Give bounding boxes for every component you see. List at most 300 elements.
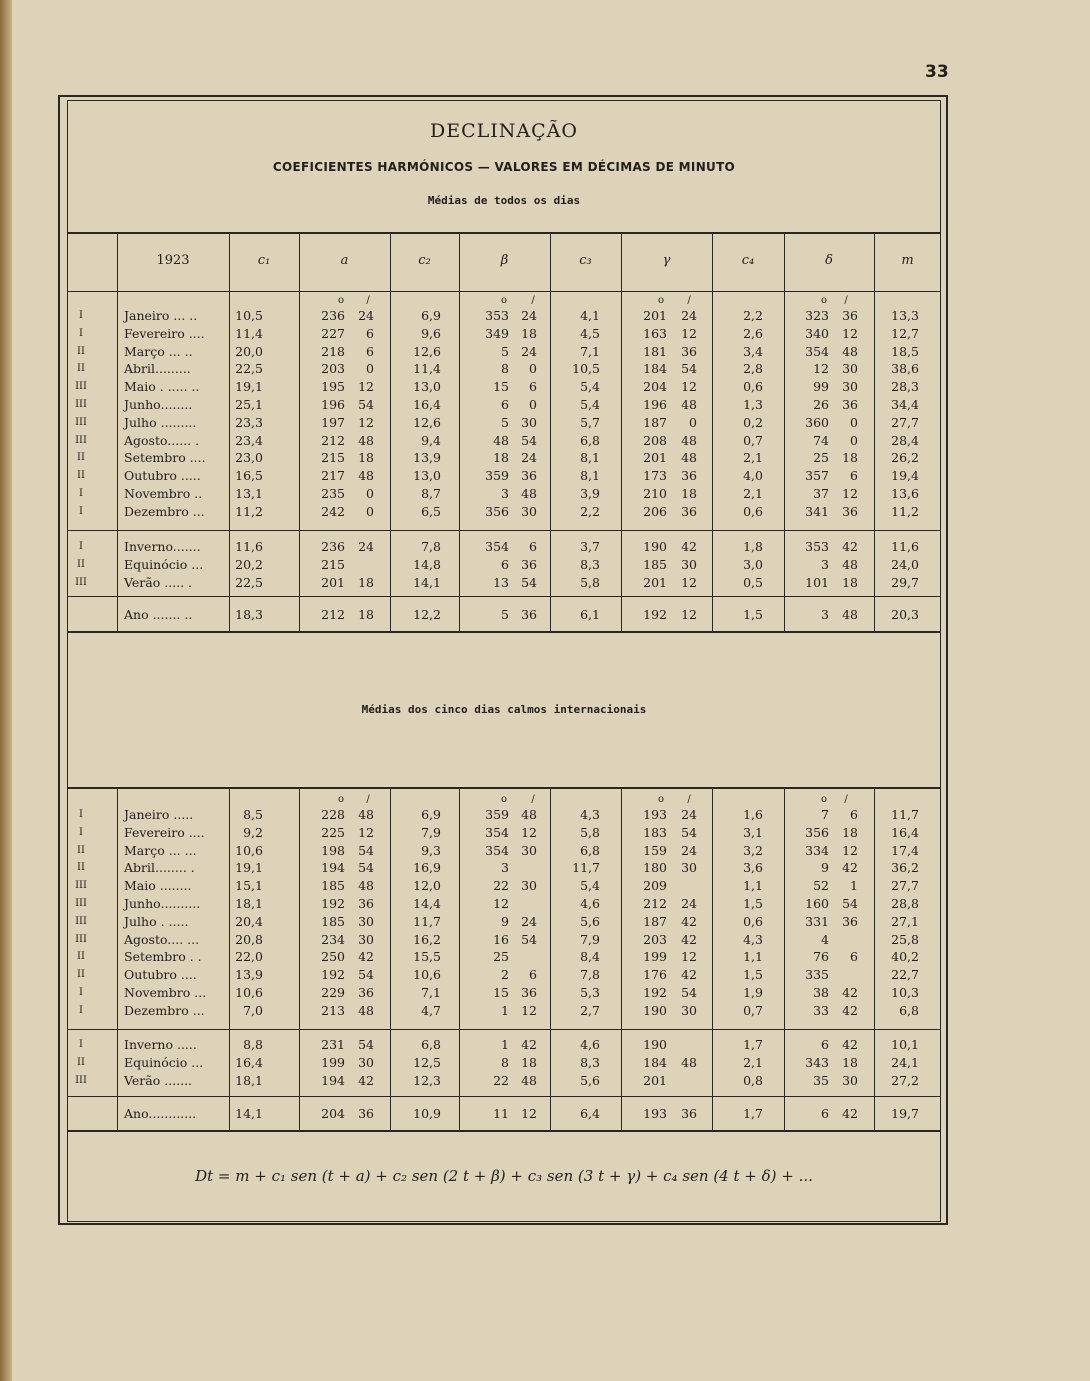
- table2-month-row-4-d-deg: 9: [821, 860, 829, 876]
- harmonic-formula: Dt = m + c₁ sen (t + a) + c₂ sen (2 t + β) + c₃ sen (3 t + γ) + c₄ sen (4 t + δ) + ...: [195, 1167, 813, 1185]
- table1-month-row-8-b-min: 54: [521, 432, 537, 448]
- table1-month-row-8-c2: 9,4: [421, 432, 441, 448]
- table2-season-row-2-g-deg: 184: [643, 1054, 667, 1070]
- table2-season-row-3-d-deg: 35: [813, 1072, 829, 1088]
- table2-month-row-2-c2: 7,9: [421, 824, 441, 840]
- table2-month-row-1-b-min: 48: [521, 807, 537, 822]
- table1-month-row-2-d-min: 12: [842, 325, 858, 341]
- table1-month-row-4-a-deg: 203: [321, 361, 345, 377]
- table1-season-row-1-d-deg: 353: [805, 539, 829, 554]
- table1-month-row-5-label: Maio . ..... ..: [124, 379, 200, 395]
- table2-month-row-6-d-min: 54: [842, 896, 858, 911]
- table2-season-row-2-d-min: 18: [842, 1054, 858, 1070]
- table2-month-row-5-m: 27,7: [891, 878, 919, 894]
- table1-month-row-5-roman-numeral: III: [75, 381, 87, 393]
- table2-season-row-2-roman-numeral: II: [77, 1056, 85, 1068]
- table1-month-row-3-g-deg: 181: [643, 343, 667, 359]
- table2-month-row-12-a-deg: 213: [321, 1002, 345, 1018]
- table1-month-row-7-m: 27,7: [891, 414, 919, 430]
- table2-month-row-6-g-deg: 212: [643, 896, 667, 911]
- table2-month-row-6-a-min: 36: [358, 896, 374, 911]
- table1-month-row-9-g-deg: 201: [643, 450, 667, 466]
- table2-month-row-12-g-min: 30: [681, 1002, 697, 1018]
- table1-month-row-8-g-deg: 208: [643, 432, 667, 448]
- table2-month-row-4-a-deg: 194: [321, 860, 345, 876]
- table2-month-row-8-c1: 20,8: [235, 931, 263, 947]
- table1-month-row-8-g-min: 48: [681, 432, 697, 448]
- table2-month-row-10-a-deg: 192: [321, 967, 345, 983]
- table2-month-row-8-roman-numeral: III: [75, 933, 87, 945]
- table1-month-row-10-d-deg: 357: [805, 468, 829, 484]
- table1-month-row-5-b-min: 6: [529, 379, 537, 395]
- table2-month-row-11-g-deg: 192: [643, 985, 667, 1000]
- table1-season-row-2-c3: 8,3: [580, 556, 600, 572]
- table1-month-row-8-roman-numeral: III: [75, 434, 87, 446]
- table2-month-row-2-roman-numeral: I: [79, 826, 83, 838]
- table1-season-row-3-d-deg: 101: [805, 574, 829, 590]
- table2-month-row-8-m: 25,8: [891, 931, 919, 947]
- table1-month-row-12-a-deg: 242: [321, 503, 345, 519]
- table2-season-row-2-c4: 2,1: [743, 1054, 763, 1070]
- table1-top-rule: [67, 232, 941, 234]
- table1-month-row-1-c3: 4,1: [580, 308, 600, 323]
- table1-month-row-1-b-min: 24: [521, 308, 537, 323]
- table1-header-m: m: [901, 253, 914, 268]
- table1-header-d: δ: [825, 253, 833, 268]
- table1-month-row-7-c4: 0,2: [743, 414, 763, 430]
- table1-month-row-2-g-deg: 163: [643, 325, 667, 341]
- table2-season-row-2-label: Equinócio ...: [124, 1054, 204, 1070]
- table2-month-row-10-label: Outubro ....: [124, 967, 197, 983]
- table2-month-row-4-g-min: 30: [681, 860, 697, 876]
- table1-month-row-9-g-min: 48: [681, 450, 697, 466]
- table1-month-row-10-g-min: 36: [681, 468, 697, 484]
- table2-season-row-3-m: 27,2: [891, 1072, 919, 1088]
- table1-a-minute-symbol: /: [366, 295, 370, 306]
- table1-month-row-6-c3: 5,4: [580, 397, 600, 412]
- table1-header-b: β: [500, 253, 509, 268]
- table1-month-row-4-c2: 11,4: [413, 361, 441, 377]
- table1-month-row-1-a-deg: 236: [321, 308, 345, 323]
- table2-month-row-7-g-deg: 187: [643, 913, 667, 929]
- table2-month-row-6-d-deg: 160: [805, 896, 829, 911]
- table1-season-row-3-c1: 22,5: [235, 574, 263, 590]
- table1-month-row-9-c3: 8,1: [580, 450, 600, 466]
- table1-month-row-8-m: 28,4: [891, 432, 919, 448]
- table1-month-row-6-c4: 1,3: [743, 397, 763, 412]
- table1-month-row-5-g-min: 12: [681, 379, 697, 395]
- table2-month-row-4-g-deg: 180: [643, 860, 667, 876]
- table2-month-row-3-a-min: 54: [358, 842, 374, 858]
- table2-month-row-12-a-min: 48: [358, 1002, 374, 1018]
- table2-month-row-3-g-deg: 159: [643, 842, 667, 858]
- table1-month-row-11-b-deg: 3: [501, 486, 509, 501]
- table1-season-row-3-label: Verão ..... .: [124, 574, 193, 590]
- table2-season-row-2-b-deg: 8: [501, 1054, 509, 1070]
- table2-year-row-c4: 1,7: [743, 1106, 763, 1121]
- table2-month-row-5-c1: 15,1: [235, 878, 263, 894]
- table1-month-row-4-a-min: 0: [366, 361, 374, 377]
- table1-month-row-5-d-min: 30: [842, 379, 858, 395]
- table1-month-row-1-c4: 2,2: [743, 308, 763, 323]
- table2-month-row-10-c2: 10,6: [413, 967, 441, 983]
- table2-month-row-5-a-min: 48: [358, 878, 374, 894]
- table2-month-row-9-g-min: 12: [681, 949, 697, 965]
- table2-month-row-1-roman-numeral: I: [79, 809, 83, 820]
- table1-month-row-12-g-min: 36: [681, 503, 697, 519]
- table2-month-row-1-d-deg: 7: [821, 807, 829, 822]
- table2-month-row-10-b-deg: 2: [501, 967, 509, 983]
- table2-month-row-8-a-deg: 234: [321, 931, 345, 947]
- table2-a-minute-symbol: /: [366, 794, 370, 805]
- table1-season-row-2-d-min: 48: [842, 556, 858, 572]
- table1-month-row-5-c2: 13,0: [413, 379, 441, 395]
- table1-season-row-3-c2: 14,1: [413, 574, 441, 590]
- table2-month-row-8-a-min: 30: [358, 931, 374, 947]
- table2-column-rule-4: [390, 787, 391, 1130]
- table1-month-row-4-label: Abril.........: [124, 361, 191, 377]
- table1-month-row-10-c4: 4,0: [743, 468, 763, 484]
- table1-season-row-3-b-deg: 13: [493, 574, 509, 590]
- table1-month-row-5-m: 28,3: [891, 379, 919, 395]
- table1-season-row-1-label: Inverno.......: [124, 539, 201, 554]
- table2-season-row-1-label: Inverno .....: [124, 1037, 197, 1052]
- table1-month-row-5-c3: 5,4: [580, 379, 600, 395]
- table1-month-row-4-g-min: 54: [681, 361, 697, 377]
- table2-season-row-1-g-deg: 190: [643, 1037, 667, 1052]
- table1-header-c1: c₁: [257, 253, 271, 268]
- table2-month-row-4-c2: 16,9: [413, 860, 441, 876]
- table2-month-row-12-d-deg: 33: [813, 1002, 829, 1018]
- table1-month-row-4-c1: 22,5: [235, 361, 263, 377]
- table1-month-row-3-c4: 3,4: [743, 343, 763, 359]
- table2-season-row-2-a-min: 30: [358, 1054, 374, 1070]
- table1-month-row-7-label: Julho .........: [124, 414, 197, 430]
- table1-month-row-4-b-deg: 8: [501, 361, 509, 377]
- table2-season-row-2-d-deg: 343: [805, 1054, 829, 1070]
- table2-month-row-3-c4: 3,2: [743, 842, 763, 858]
- table2-month-row-1-m: 11,7: [891, 807, 919, 822]
- table1-month-row-2-b-deg: 349: [485, 325, 509, 341]
- table1-season-row-2-c2: 14,8: [413, 556, 441, 572]
- table1-month-row-4-b-min: 0: [529, 361, 537, 377]
- table1-month-row-3-b-deg: 5: [501, 343, 509, 359]
- table1-header-g: γ: [662, 253, 671, 268]
- table2-year-row-g-deg: 193: [643, 1106, 667, 1121]
- table1-column-rule-10: [874, 232, 875, 631]
- table2-column-rule-10: [874, 787, 875, 1130]
- table2-season-row-1-a-deg: 231: [321, 1037, 345, 1052]
- table2-month-row-5-d-min: 1: [850, 878, 858, 894]
- table2-month-row-12-b-min: 12: [521, 1002, 537, 1018]
- table1-month-row-11-c2: 8,7: [421, 486, 441, 501]
- table2-month-row-12-c1: 7,0: [243, 1002, 263, 1018]
- table1-season-row-1-c1: 11,6: [235, 539, 263, 554]
- table2-year-row-label: Ano............: [124, 1106, 197, 1121]
- table2-season-row-3-d-min: 30: [842, 1072, 858, 1088]
- table2-month-row-6-c2: 14,4: [413, 896, 441, 911]
- table1-year-row-c3: 6,1: [580, 607, 600, 622]
- table1-month-row-4-roman-numeral: II: [77, 363, 85, 375]
- table1-month-row-11-label: Novembro ..: [124, 486, 203, 501]
- table2-month-row-10-c1: 13,9: [235, 967, 263, 983]
- table1-season-row-3-a-deg: 201: [321, 574, 345, 590]
- table2-month-row-2-d-deg: 356: [805, 824, 829, 840]
- table1-season-row-2-label: Equinócio ...: [124, 556, 204, 572]
- table2-month-row-8-c2: 16,2: [413, 931, 441, 947]
- table1-month-row-7-b-min: 30: [521, 414, 537, 430]
- table2-month-row-10-a-min: 54: [358, 967, 374, 983]
- table2-month-row-11-c2: 7,1: [421, 985, 441, 1000]
- table2-season-row-2-a-deg: 199: [321, 1054, 345, 1070]
- table1-month-row-1-d-deg: 323: [805, 308, 829, 323]
- table2-month-row-9-c4: 1,1: [743, 949, 763, 965]
- table2-month-row-5-b-deg: 22: [493, 878, 509, 894]
- table2-month-row-8-b-deg: 16: [493, 931, 509, 947]
- table2-month-row-11-label: Novembro ...: [124, 985, 207, 1000]
- book-spine-edge: [0, 0, 12, 1381]
- table1-season-row-1-a-min: 24: [358, 539, 374, 554]
- table1-month-row-11-c1: 13,1: [235, 486, 263, 501]
- table1-month-row-8-d-min: 0: [850, 432, 858, 448]
- table1-column-rule-6: [550, 232, 551, 631]
- table1-column-rule-1: [117, 232, 118, 631]
- table1-season-row-2-c4: 3,0: [743, 556, 763, 572]
- table1-month-row-8-d-deg: 74: [813, 432, 829, 448]
- table1-month-row-11-g-min: 18: [681, 486, 697, 501]
- table2-month-row-12-c3: 2,7: [580, 1002, 600, 1018]
- table2-month-row-4-c4: 3,6: [743, 860, 763, 876]
- table2-month-row-12-d-min: 42: [842, 1002, 858, 1018]
- table2-year-row-b-min: 12: [521, 1106, 537, 1121]
- table2-month-row-7-c1: 20,4: [235, 913, 263, 929]
- table1-month-row-12-c4: 0,6: [743, 503, 763, 519]
- table2-season-row-1-d-deg: 6: [821, 1037, 829, 1052]
- table1-month-row-9-c1: 23,0: [235, 450, 263, 466]
- table1-month-row-1-m: 13,3: [891, 308, 919, 323]
- table2-month-row-3-c1: 10,6: [235, 842, 263, 858]
- table1-month-row-7-d-deg: 360: [805, 414, 829, 430]
- table1-month-row-10-m: 19,4: [891, 468, 919, 484]
- table1-month-row-4-d-deg: 12: [813, 361, 829, 377]
- table2-month-row-5-a-deg: 185: [321, 878, 345, 894]
- table1-season-row-2-c1: 20,2: [235, 556, 263, 572]
- table1-year-row-c1: 18,3: [235, 607, 263, 622]
- table2-month-row-6-c1: 18,1: [235, 896, 263, 911]
- table1-year-row-d-min: 48: [842, 607, 858, 622]
- table2-month-row-2-b-deg: 354: [485, 824, 509, 840]
- table1-month-row-4-c4: 2,8: [743, 361, 763, 377]
- table1-month-row-2-label: Fevereiro ....: [124, 325, 205, 341]
- table1-month-row-7-c1: 23,3: [235, 414, 263, 430]
- table1-column-rule-5: [459, 232, 460, 631]
- table1-month-row-8-a-deg: 212: [321, 432, 345, 448]
- table1-season-row-2-d-deg: 3: [821, 556, 829, 572]
- table1-month-row-3-roman-numeral: II: [77, 345, 85, 357]
- table1-month-row-12-c3: 2,2: [580, 503, 600, 519]
- table1-year-row-label: Ano ....... ..: [124, 607, 193, 622]
- table1-month-row-11-c4: 2,1: [743, 486, 763, 501]
- table2-season-row-2-c2: 12,5: [413, 1054, 441, 1070]
- table2-season-row-3-c2: 12,3: [413, 1072, 441, 1088]
- table1-month-row-8-b-deg: 48: [493, 432, 509, 448]
- table2-column-rule-5: [459, 787, 460, 1130]
- table2-year-row-g-min: 36: [681, 1106, 697, 1121]
- table1-month-row-9-c4: 2,1: [743, 450, 763, 466]
- table2-g-minute-symbol: /: [687, 794, 691, 805]
- table1-year-row-a-min: 18: [358, 607, 374, 622]
- table1-column-rule-3: [299, 232, 300, 631]
- table1-month-row-5-a-min: 12: [358, 379, 374, 395]
- table2-month-row-3-c2: 9,3: [421, 842, 441, 858]
- table1-month-row-1-c1: 10,5: [235, 308, 263, 323]
- table1-year-row-g-min: 12: [681, 607, 697, 622]
- table1-month-row-8-c1: 23,4: [235, 432, 263, 448]
- table2-month-row-1-a-min: 48: [358, 807, 374, 822]
- table1-month-row-6-g-min: 48: [681, 397, 697, 412]
- table2-b-minute-symbol: /: [531, 794, 535, 805]
- table1-seasons-year-rule: [67, 596, 941, 597]
- table2-month-row-7-m: 27,1: [891, 913, 919, 929]
- table2-month-row-7-roman-numeral: III: [75, 915, 87, 927]
- table2-month-row-6-label: Junho..........: [124, 896, 201, 911]
- table2-column-rule-6: [550, 787, 551, 1130]
- section-label-all-days: Médias de todos os dias: [427, 194, 581, 207]
- table1-month-row-1-g-min: 24: [681, 308, 697, 323]
- table2-month-row-5-b-min: 30: [521, 878, 537, 894]
- table2-month-row-12-b-deg: 1: [501, 1002, 509, 1018]
- table1-month-row-1-g-deg: 201: [643, 308, 667, 323]
- table1-month-row-10-c1: 16,5: [235, 468, 263, 484]
- table1-season-row-1-c3: 3,7: [580, 539, 600, 554]
- table1-month-row-11-b-min: 48: [521, 486, 537, 501]
- table1-month-row-6-label: Junho........: [124, 397, 193, 412]
- table2-season-row-1-a-min: 54: [358, 1037, 374, 1052]
- table1-month-row-3-c3: 7,1: [580, 343, 600, 359]
- table2-month-row-3-m: 17,4: [891, 842, 919, 858]
- table1-season-row-2-g-min: 30: [681, 556, 697, 572]
- table2-month-row-10-roman-numeral: II: [77, 969, 85, 981]
- table2-column-rule-1: [117, 787, 118, 1130]
- table2-season-row-3-a-deg: 194: [321, 1072, 345, 1088]
- table1-month-row-3-d-min: 48: [842, 343, 858, 359]
- table2-column-rule-3: [299, 787, 300, 1130]
- table2-season-row-2-c3: 8,3: [580, 1054, 600, 1070]
- table1-month-row-12-label: Dezembro ...: [124, 503, 205, 519]
- table1-month-row-6-b-min: 0: [529, 397, 537, 412]
- table2-month-row-1-c4: 1,6: [743, 807, 763, 822]
- table2-month-row-11-d-min: 42: [842, 985, 858, 1000]
- table1-month-row-7-c3: 5,7: [580, 414, 600, 430]
- table1-month-row-3-d-deg: 354: [805, 343, 829, 359]
- table2-month-row-7-a-deg: 185: [321, 913, 345, 929]
- table1-month-row-3-b-min: 24: [521, 343, 537, 359]
- table2-season-row-1-roman-numeral: I: [79, 1039, 83, 1050]
- table1-season-row-3-g-deg: 201: [643, 574, 667, 590]
- table2-month-row-2-g-min: 54: [681, 824, 697, 840]
- table1-season-row-1-c2: 7,8: [421, 539, 441, 554]
- table2-month-row-3-b-deg: 354: [485, 842, 509, 858]
- table1-month-row-10-c3: 8,1: [580, 468, 600, 484]
- table2-month-row-8-g-deg: 203: [643, 931, 667, 947]
- table1-g-degree-symbol: o: [657, 295, 665, 306]
- table1-month-row-4-c3: 10,5: [572, 361, 600, 377]
- table2-month-row-2-a-deg: 225: [321, 824, 345, 840]
- table2-month-row-1-c3: 4,3: [580, 807, 600, 822]
- table2-month-row-5-c4: 1,1: [743, 878, 763, 894]
- table2-month-row-12-g-deg: 190: [643, 1002, 667, 1018]
- table2-month-row-7-a-min: 30: [358, 913, 374, 929]
- table2-month-row-4-c1: 19,1: [235, 860, 263, 876]
- table2-month-row-7-label: Julho . .....: [124, 913, 189, 929]
- table1-season-row-1-c4: 1,8: [743, 539, 763, 554]
- table1-month-row-10-d-min: 6: [850, 468, 858, 484]
- table2-month-row-3-g-min: 24: [681, 842, 697, 858]
- table1-months-seasons-rule: [67, 530, 941, 531]
- table2-month-row-6-m: 28,8: [891, 896, 919, 911]
- table1-month-row-11-g-deg: 210: [643, 486, 667, 501]
- table1-month-row-6-roman-numeral: III: [75, 399, 87, 410]
- table1-season-row-3-c3: 5,8: [580, 574, 600, 590]
- table2-season-row-3-c1: 18,1: [235, 1072, 263, 1088]
- table2-month-row-1-g-min: 24: [681, 807, 697, 822]
- table2-season-row-2-c1: 16,4: [235, 1054, 263, 1070]
- table1-season-row-1-g-min: 42: [681, 539, 697, 554]
- table1-month-row-10-c2: 13,0: [413, 468, 441, 484]
- table1-month-row-4-g-deg: 184: [643, 361, 667, 377]
- section-label-calm-days: Médias dos cinco dias calmos internacionais: [361, 703, 647, 716]
- table2-bottom-rule: [67, 1130, 941, 1132]
- table1-month-row-3-g-min: 36: [681, 343, 697, 359]
- table1-month-row-12-c1: 11,2: [235, 503, 263, 519]
- table2-month-row-7-b-deg: 9: [501, 913, 509, 929]
- table2-season-row-1-c3: 4,6: [580, 1037, 600, 1052]
- table1-month-row-1-roman-numeral: I: [79, 310, 83, 321]
- table2-month-row-2-a-min: 12: [358, 824, 374, 840]
- table2-season-row-1-m: 10,1: [891, 1037, 919, 1052]
- table2-column-rule-9: [784, 787, 785, 1130]
- table2-month-row-11-m: 10,3: [891, 985, 919, 1000]
- table2-month-row-3-a-deg: 198: [321, 842, 345, 858]
- table2-column-rule-2: [229, 787, 230, 1130]
- table1-month-row-2-a-min: 6: [366, 325, 374, 341]
- table2-g-degree-symbol: o: [657, 794, 665, 805]
- table2-year-row-a-min: 36: [358, 1106, 374, 1121]
- table2-month-row-2-d-min: 18: [842, 824, 858, 840]
- table2-season-row-1-c4: 1,7: [743, 1037, 763, 1052]
- table1-month-row-12-d-deg: 341: [805, 503, 829, 519]
- table2-month-row-5-c3: 5,4: [580, 878, 600, 894]
- table2-b-degree-symbol: o: [500, 794, 508, 805]
- table1-month-row-5-c1: 19,1: [235, 379, 263, 395]
- table2-year-row-c1: 14,1: [235, 1106, 263, 1121]
- table1-month-row-1-label: Janeiro ... ..: [124, 308, 198, 323]
- table2-season-row-3-roman-numeral: III: [75, 1074, 87, 1086]
- table2-month-row-11-g-min: 54: [681, 985, 697, 1000]
- table1-month-row-11-m: 13,6: [891, 486, 919, 501]
- table1-month-row-2-m: 12,7: [891, 325, 919, 341]
- table1-month-row-10-label: Outubro .....: [124, 468, 201, 484]
- table2-month-row-9-m: 40,2: [891, 949, 919, 965]
- table2-month-row-10-c4: 1,5: [743, 967, 763, 983]
- table2-month-row-11-c3: 5,3: [580, 985, 600, 1000]
- table1-b-degree-symbol: o: [500, 295, 508, 306]
- table1-a-degree-symbol: o: [337, 295, 345, 306]
- table1-month-row-6-a-deg: 196: [321, 397, 345, 412]
- table2-seasons-year-rule: [67, 1096, 941, 1097]
- table2-month-row-12-label: Dezembro ...: [124, 1002, 205, 1018]
- table2-month-row-5-d-deg: 52: [813, 878, 829, 894]
